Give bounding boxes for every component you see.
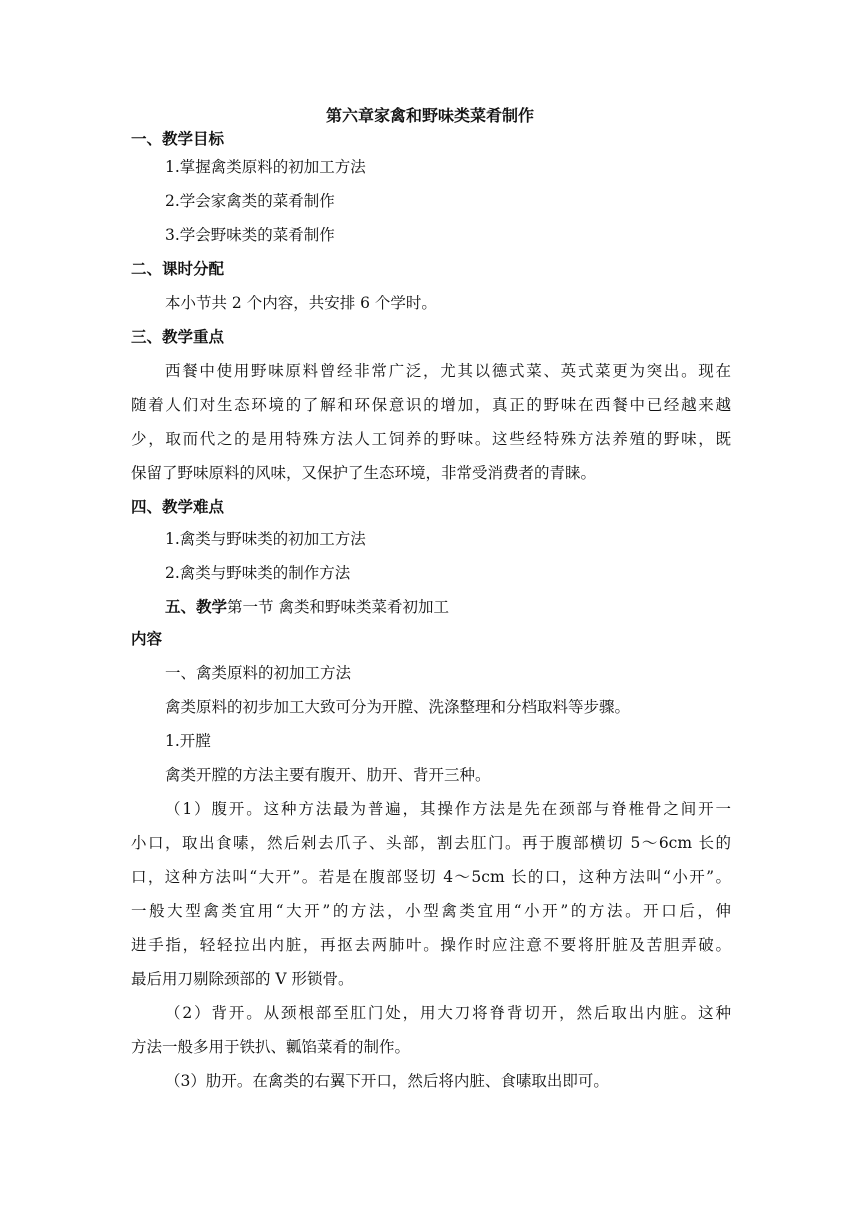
section-heading: 四、教学难点 bbox=[131, 498, 225, 516]
paragraph-line: 最后用刀剔除颈部的 V 形锁骨。 bbox=[131, 970, 354, 988]
paragraph-line: 小口，取出食嗉，然后剁去爪子、头部，割去肛门。再于腹部横切 5～6cm 长的 bbox=[131, 834, 731, 852]
section-heading: 二、课时分配 bbox=[131, 260, 225, 278]
paragraph-line: 一般大型禽类宜用“大开”的方法，小型禽类宜用“小开”的方法。开口后，伸 bbox=[131, 902, 731, 920]
paragraph: 本小节共 2 个内容，共安排 6 个学时。 bbox=[165, 294, 437, 312]
page-title: 第六章家禽和野味类菜肴制作 bbox=[325, 106, 534, 125]
section-heading-part: 内容 bbox=[131, 630, 163, 648]
paragraph-line: 少，取而代之的是用特殊方法人工饲养的野味。这些经特殊方法养殖的野味，既 bbox=[131, 430, 731, 448]
list-item: 1.掌握禽类原料的初加工方法 bbox=[165, 158, 366, 176]
list-item: 3.学会野味类的菜肴制作 bbox=[165, 226, 335, 244]
paragraph-line: 西餐中使用野味原料曾经非常广泛，尤其以德式菜、英式菜更为突出。现在 bbox=[165, 362, 731, 380]
section-heading-part: 五、教学 bbox=[165, 598, 228, 616]
section-heading: 三、教学重点 bbox=[131, 328, 225, 346]
paragraph: （3）肋开。在禽类的右翼下开口，然后将内脏、食嗉取出即可。 bbox=[165, 1072, 609, 1090]
paragraph: 禽类原料的初步加工大致可分为开膛、洗涤整理和分档取料等步骤。 bbox=[165, 698, 631, 716]
paragraph: 禽类开膛的方法主要有腹开、肋开、背开三种。 bbox=[165, 766, 491, 784]
paragraph-line: 进手指，轻轻拉出内脏，再抠去两肺叶。操作时应注意不要将肝脏及苦胆弄破。 bbox=[131, 936, 731, 954]
paragraph-line: （2）背开。从颈根部至肛门处，用大刀将脊背切开，然后取出内脏。这种 bbox=[165, 1004, 731, 1022]
section-heading: 一、教学目标 bbox=[131, 130, 225, 148]
section-subheading: 第一节 禽类和野味类菜肴初加工 bbox=[227, 598, 449, 616]
section-heading bbox=[165, 590, 731, 624]
step-heading: 1.开膛 bbox=[165, 732, 211, 750]
paragraph-line: 保留了野味原料的风味，又保护了生态环境，非常受消费者的青睐。 bbox=[131, 464, 597, 482]
paragraph-line: 口，这种方法叫“大开”。若是在腹部竖切 4～5cm 长的口，这种方法叫“小开”。 bbox=[131, 868, 731, 886]
list-item: 1.禽类与野味类的初加工方法 bbox=[165, 530, 366, 548]
paragraph-line: 随着人们对生态环境的了解和环保意识的增加，真正的野味在西餐中已经越来越 bbox=[131, 396, 731, 414]
subheading: 一、禽类原料的初加工方法 bbox=[165, 664, 352, 682]
list-item: 2.禽类与野味类的制作方法 bbox=[165, 564, 351, 582]
paragraph-line: （1）腹开。这种方法最为普遍，其操作方法是先在颈部与脊椎骨之间开一 bbox=[165, 800, 731, 818]
paragraph-line: 方法一般多用于铁扒、瓤馅菜肴的制作。 bbox=[131, 1038, 411, 1056]
list-item: 2.学会家禽类的菜肴制作 bbox=[165, 192, 335, 210]
